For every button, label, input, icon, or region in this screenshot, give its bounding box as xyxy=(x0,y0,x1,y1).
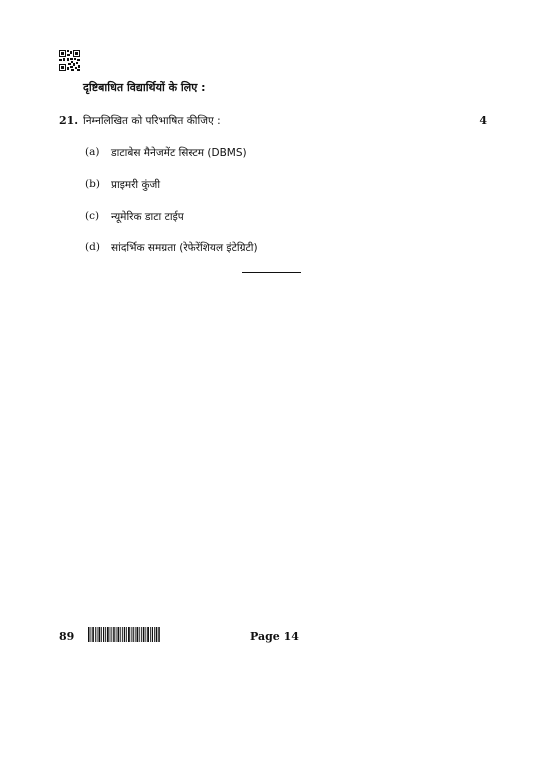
sub-question-text: प्राइमरी कुंजी xyxy=(111,179,161,191)
question-21 xyxy=(59,114,487,130)
sub-question-text: सांदर्भिक समग्रता (रेफेरेंशियल इंटेग्रिटी) xyxy=(111,242,258,254)
sub-question-text: न्यूमेरिक डाटा टाईप xyxy=(111,211,184,223)
question-number: 21. xyxy=(59,114,79,127)
page-number: Page 14 xyxy=(250,630,299,643)
sub-question-label: (d) xyxy=(85,241,100,253)
sub-question-label: (a) xyxy=(85,146,100,158)
question-text: निम्नलिखित को परिभाषित कीजिए : xyxy=(83,115,221,127)
qr-code-icon xyxy=(59,50,80,71)
barcode-icon xyxy=(88,627,160,642)
sub-question-label: (c) xyxy=(85,210,100,222)
section-heading: दृष्टिबाधित विद्यार्थियों के लिए : xyxy=(83,81,206,94)
sub-question-text: डाटाबेस मैनेजमेंट सिस्टम (DBMS) xyxy=(111,147,247,159)
end-of-question-rule xyxy=(242,272,301,273)
paper-code: 89 xyxy=(59,630,75,643)
question-marks: 4 xyxy=(479,114,487,127)
sub-question-label: (b) xyxy=(85,178,100,190)
